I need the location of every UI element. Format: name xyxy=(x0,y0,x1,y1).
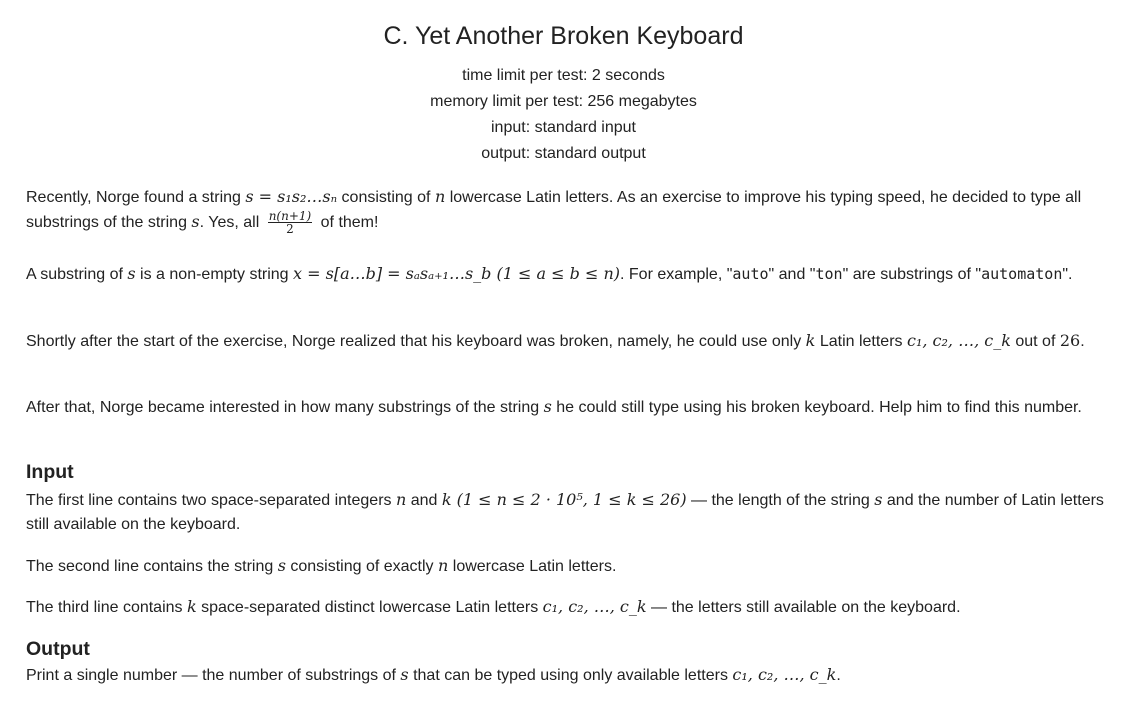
math-string-definition: s = s₁s₂…sₙ xyxy=(245,187,338,206)
math-s: s xyxy=(191,212,200,231)
math-n: n xyxy=(395,490,407,509)
input-section-title: Input xyxy=(26,461,74,483)
text: out of xyxy=(1010,333,1060,350)
math-n: n xyxy=(438,556,449,575)
text: and the number of Latin letters still available on the keyboard. xyxy=(26,492,1104,533)
output-section-title: Output xyxy=(26,638,90,660)
text: lowercase Latin letters. xyxy=(448,558,617,575)
text: is a non-empty string xyxy=(135,266,294,283)
text: Latin letters xyxy=(815,333,907,350)
input-line-2 xyxy=(26,554,1111,579)
text: Print a single number — the number of substrings of xyxy=(26,667,401,684)
math-26: 26 xyxy=(1059,331,1081,350)
time-limit: time limit per test: 2 seconds xyxy=(462,67,665,84)
text: and xyxy=(406,492,442,509)
output-line-1 xyxy=(26,663,1111,688)
text: . xyxy=(1080,333,1085,350)
text: The second line contains the string xyxy=(26,558,278,575)
text: The third line contains xyxy=(26,599,187,616)
statement-paragraph-3 xyxy=(26,329,1111,354)
text: consisting of exactly xyxy=(285,558,438,575)
math-k: k xyxy=(805,331,816,350)
math-s: s xyxy=(874,490,883,509)
math-letters: c₁, c₂, …, c_k xyxy=(906,331,1011,350)
input-line-1 xyxy=(26,488,1111,537)
math-s: s xyxy=(277,556,286,575)
input-line-3 xyxy=(26,595,1111,620)
text: Shortly after the start of the exercise, Norge realized that his keyboard was broken, namely, he could use only xyxy=(26,333,806,350)
math-substring-definition: x = s[a…b] = sₐsₐ₊₁…s_b (1 ≤ a ≤ b ≤ n) xyxy=(293,264,620,283)
text: — the letters still available on the keyboard. xyxy=(646,599,961,616)
text: of them! xyxy=(316,214,379,231)
text: Recently, Norge found a string xyxy=(26,189,246,206)
text: — the length of the string xyxy=(686,492,875,509)
math-n: n xyxy=(434,187,446,206)
text: ". xyxy=(1062,266,1073,283)
math-constraints: (1 ≤ n ≤ 2 · 10⁵, 1 ≤ k ≤ 26) xyxy=(451,490,687,509)
text: . Yes, all xyxy=(199,214,264,231)
example-automaton: automaton xyxy=(981,265,1063,283)
statement-paragraph-4 xyxy=(26,395,1111,420)
statement-paragraph-2 xyxy=(26,262,1111,287)
output-spec: output: standard output xyxy=(481,145,646,162)
math-s: s xyxy=(543,397,552,416)
fraction xyxy=(268,210,313,235)
example-ton: ton xyxy=(815,265,843,283)
math-k: k xyxy=(441,490,452,509)
text: The first line contains two space-separated integers xyxy=(26,492,396,509)
fraction-numerator: n(n+1) xyxy=(268,209,312,224)
text: that can be typed using only available letters xyxy=(408,667,733,684)
statement-paragraph-1 xyxy=(26,185,1111,235)
text: consisting of xyxy=(337,189,435,206)
fraction-denominator: 2 xyxy=(286,222,294,237)
text: . xyxy=(836,667,841,684)
text: A substring of xyxy=(26,266,128,283)
text: After that, Norge became interested in how many substrings of the string xyxy=(26,399,544,416)
math-letters: c₁, c₂, …, c_k xyxy=(542,597,647,616)
memory-limit: memory limit per test: 256 megabytes xyxy=(430,93,697,110)
text: . For example, " xyxy=(620,266,733,283)
input-spec: input: standard input xyxy=(491,119,636,136)
text: " are substrings of " xyxy=(842,266,982,283)
text: lowercase Latin letters. As an exercise to improve his typing speed, he decided to type all substrings of the string xyxy=(26,189,1082,231)
math-k: k xyxy=(186,597,197,616)
example-auto: auto xyxy=(732,265,769,283)
text: he could still type using his broken keyboard. Help him to find this number. xyxy=(551,399,1082,416)
math-s: s xyxy=(127,264,136,283)
problem-title: C. Yet Another Broken Keyboard xyxy=(383,22,744,50)
math-letters: c₁, c₂, …, c_k xyxy=(732,665,837,684)
text: " and " xyxy=(768,266,816,283)
text: space-separated distinct lowercase Latin letters xyxy=(196,599,543,616)
math-s: s xyxy=(400,665,409,684)
